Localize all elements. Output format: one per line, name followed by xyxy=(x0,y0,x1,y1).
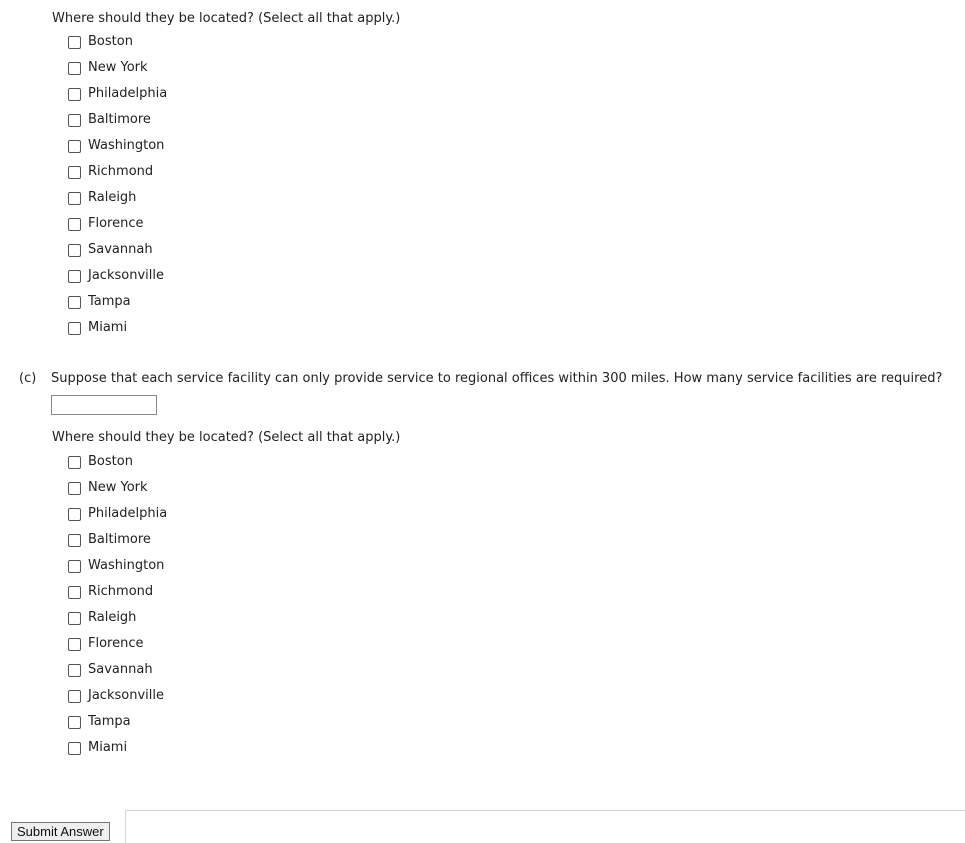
option-label: Boston xyxy=(88,454,133,469)
part-c-option-new-york[interactable] xyxy=(67,475,167,501)
option-label: Raleigh xyxy=(88,610,137,625)
option-label: Jacksonville xyxy=(88,268,164,283)
checkbox[interactable] xyxy=(68,508,81,521)
part-b-location-question: Where should they be located? (Select all that apply.) xyxy=(52,11,401,26)
part-b-options xyxy=(67,29,167,341)
option-label: Savannah xyxy=(88,662,153,677)
checkbox[interactable] xyxy=(68,62,81,75)
checkbox[interactable] xyxy=(68,218,81,231)
option-label: Washington xyxy=(88,138,165,153)
checkbox[interactable] xyxy=(68,690,81,703)
checkbox[interactable] xyxy=(68,140,81,153)
checkbox[interactable] xyxy=(68,114,81,127)
checkbox[interactable] xyxy=(68,296,81,309)
checkbox[interactable] xyxy=(68,664,81,677)
part-b-option-philadelphia[interactable] xyxy=(67,81,167,107)
checkbox[interactable] xyxy=(68,586,81,599)
part-c-question: Suppose that each service facility can only provide service to regional offices within 300 miles. How many service facilities are required? xyxy=(51,371,943,386)
part-c-option-washington[interactable] xyxy=(67,553,167,579)
checkbox[interactable] xyxy=(68,482,81,495)
checkbox[interactable] xyxy=(68,612,81,625)
part-c-option-philadelphia[interactable] xyxy=(67,501,167,527)
submit-answer-button[interactable]: Submit Answer xyxy=(11,822,110,841)
checkbox[interactable] xyxy=(68,456,81,469)
facility-count-input[interactable] xyxy=(51,395,157,415)
checkbox[interactable] xyxy=(68,36,81,49)
checkbox[interactable] xyxy=(68,322,81,335)
option-label: Florence xyxy=(88,636,144,651)
part-c-option-richmond[interactable] xyxy=(67,579,167,605)
option-label: Raleigh xyxy=(88,190,137,205)
part-b-option-miami[interactable] xyxy=(67,315,167,341)
checkbox[interactable] xyxy=(68,560,81,573)
option-label: Florence xyxy=(88,216,144,231)
option-label: Baltimore xyxy=(88,112,151,127)
part-c-options xyxy=(67,449,167,761)
part-b-option-boston[interactable] xyxy=(67,29,167,55)
part-c-location-question: Where should they be located? (Select all that apply.) xyxy=(52,430,401,445)
checkbox[interactable] xyxy=(68,192,81,205)
checkbox[interactable] xyxy=(68,534,81,547)
checkbox[interactable] xyxy=(68,88,81,101)
option-label: Richmond xyxy=(88,584,154,599)
option-label: Savannah xyxy=(88,242,153,257)
part-c-option-tampa[interactable] xyxy=(67,709,167,735)
part-c-option-savannah[interactable] xyxy=(67,657,167,683)
part-c-option-jacksonville[interactable] xyxy=(67,683,167,709)
part-c-option-florence[interactable] xyxy=(67,631,167,657)
part-b-option-baltimore[interactable] xyxy=(67,107,167,133)
option-label: Miami xyxy=(88,320,128,335)
part-b-option-jacksonville[interactable] xyxy=(67,263,167,289)
option-label: Washington xyxy=(88,558,165,573)
option-label: Jacksonville xyxy=(88,688,164,703)
part-c-option-baltimore[interactable] xyxy=(67,527,167,553)
part-b-option-new-york[interactable] xyxy=(67,55,167,81)
part-b-option-raleigh[interactable] xyxy=(67,185,167,211)
part-c-question-row xyxy=(19,371,942,387)
option-label: Boston xyxy=(88,34,133,49)
checkbox[interactable] xyxy=(68,716,81,729)
part-b-option-florence[interactable] xyxy=(67,211,167,237)
option-label: Philadelphia xyxy=(88,506,168,521)
option-label: Baltimore xyxy=(88,532,151,547)
part-c-option-miami[interactable] xyxy=(67,735,167,761)
part-b-option-washington[interactable] xyxy=(67,133,167,159)
footer-frame xyxy=(125,810,965,843)
option-label: Tampa xyxy=(88,714,131,729)
checkbox[interactable] xyxy=(68,166,81,179)
part-c-option-raleigh[interactable] xyxy=(67,605,167,631)
part-c-letter: (c) xyxy=(19,371,37,386)
option-label: Tampa xyxy=(88,294,131,309)
part-c-option-boston[interactable] xyxy=(67,449,167,475)
part-b-option-savannah[interactable] xyxy=(67,237,167,263)
checkbox[interactable] xyxy=(68,638,81,651)
option-label: New York xyxy=(88,480,148,495)
option-label: Philadelphia xyxy=(88,86,168,101)
part-b-option-richmond[interactable] xyxy=(67,159,167,185)
checkbox[interactable] xyxy=(68,270,81,283)
option-label: Richmond xyxy=(88,164,154,179)
checkbox[interactable] xyxy=(68,244,81,257)
option-label: Miami xyxy=(88,740,128,755)
part-b-option-tampa[interactable] xyxy=(67,289,167,315)
checkbox[interactable] xyxy=(68,742,81,755)
option-label: New York xyxy=(88,60,148,75)
